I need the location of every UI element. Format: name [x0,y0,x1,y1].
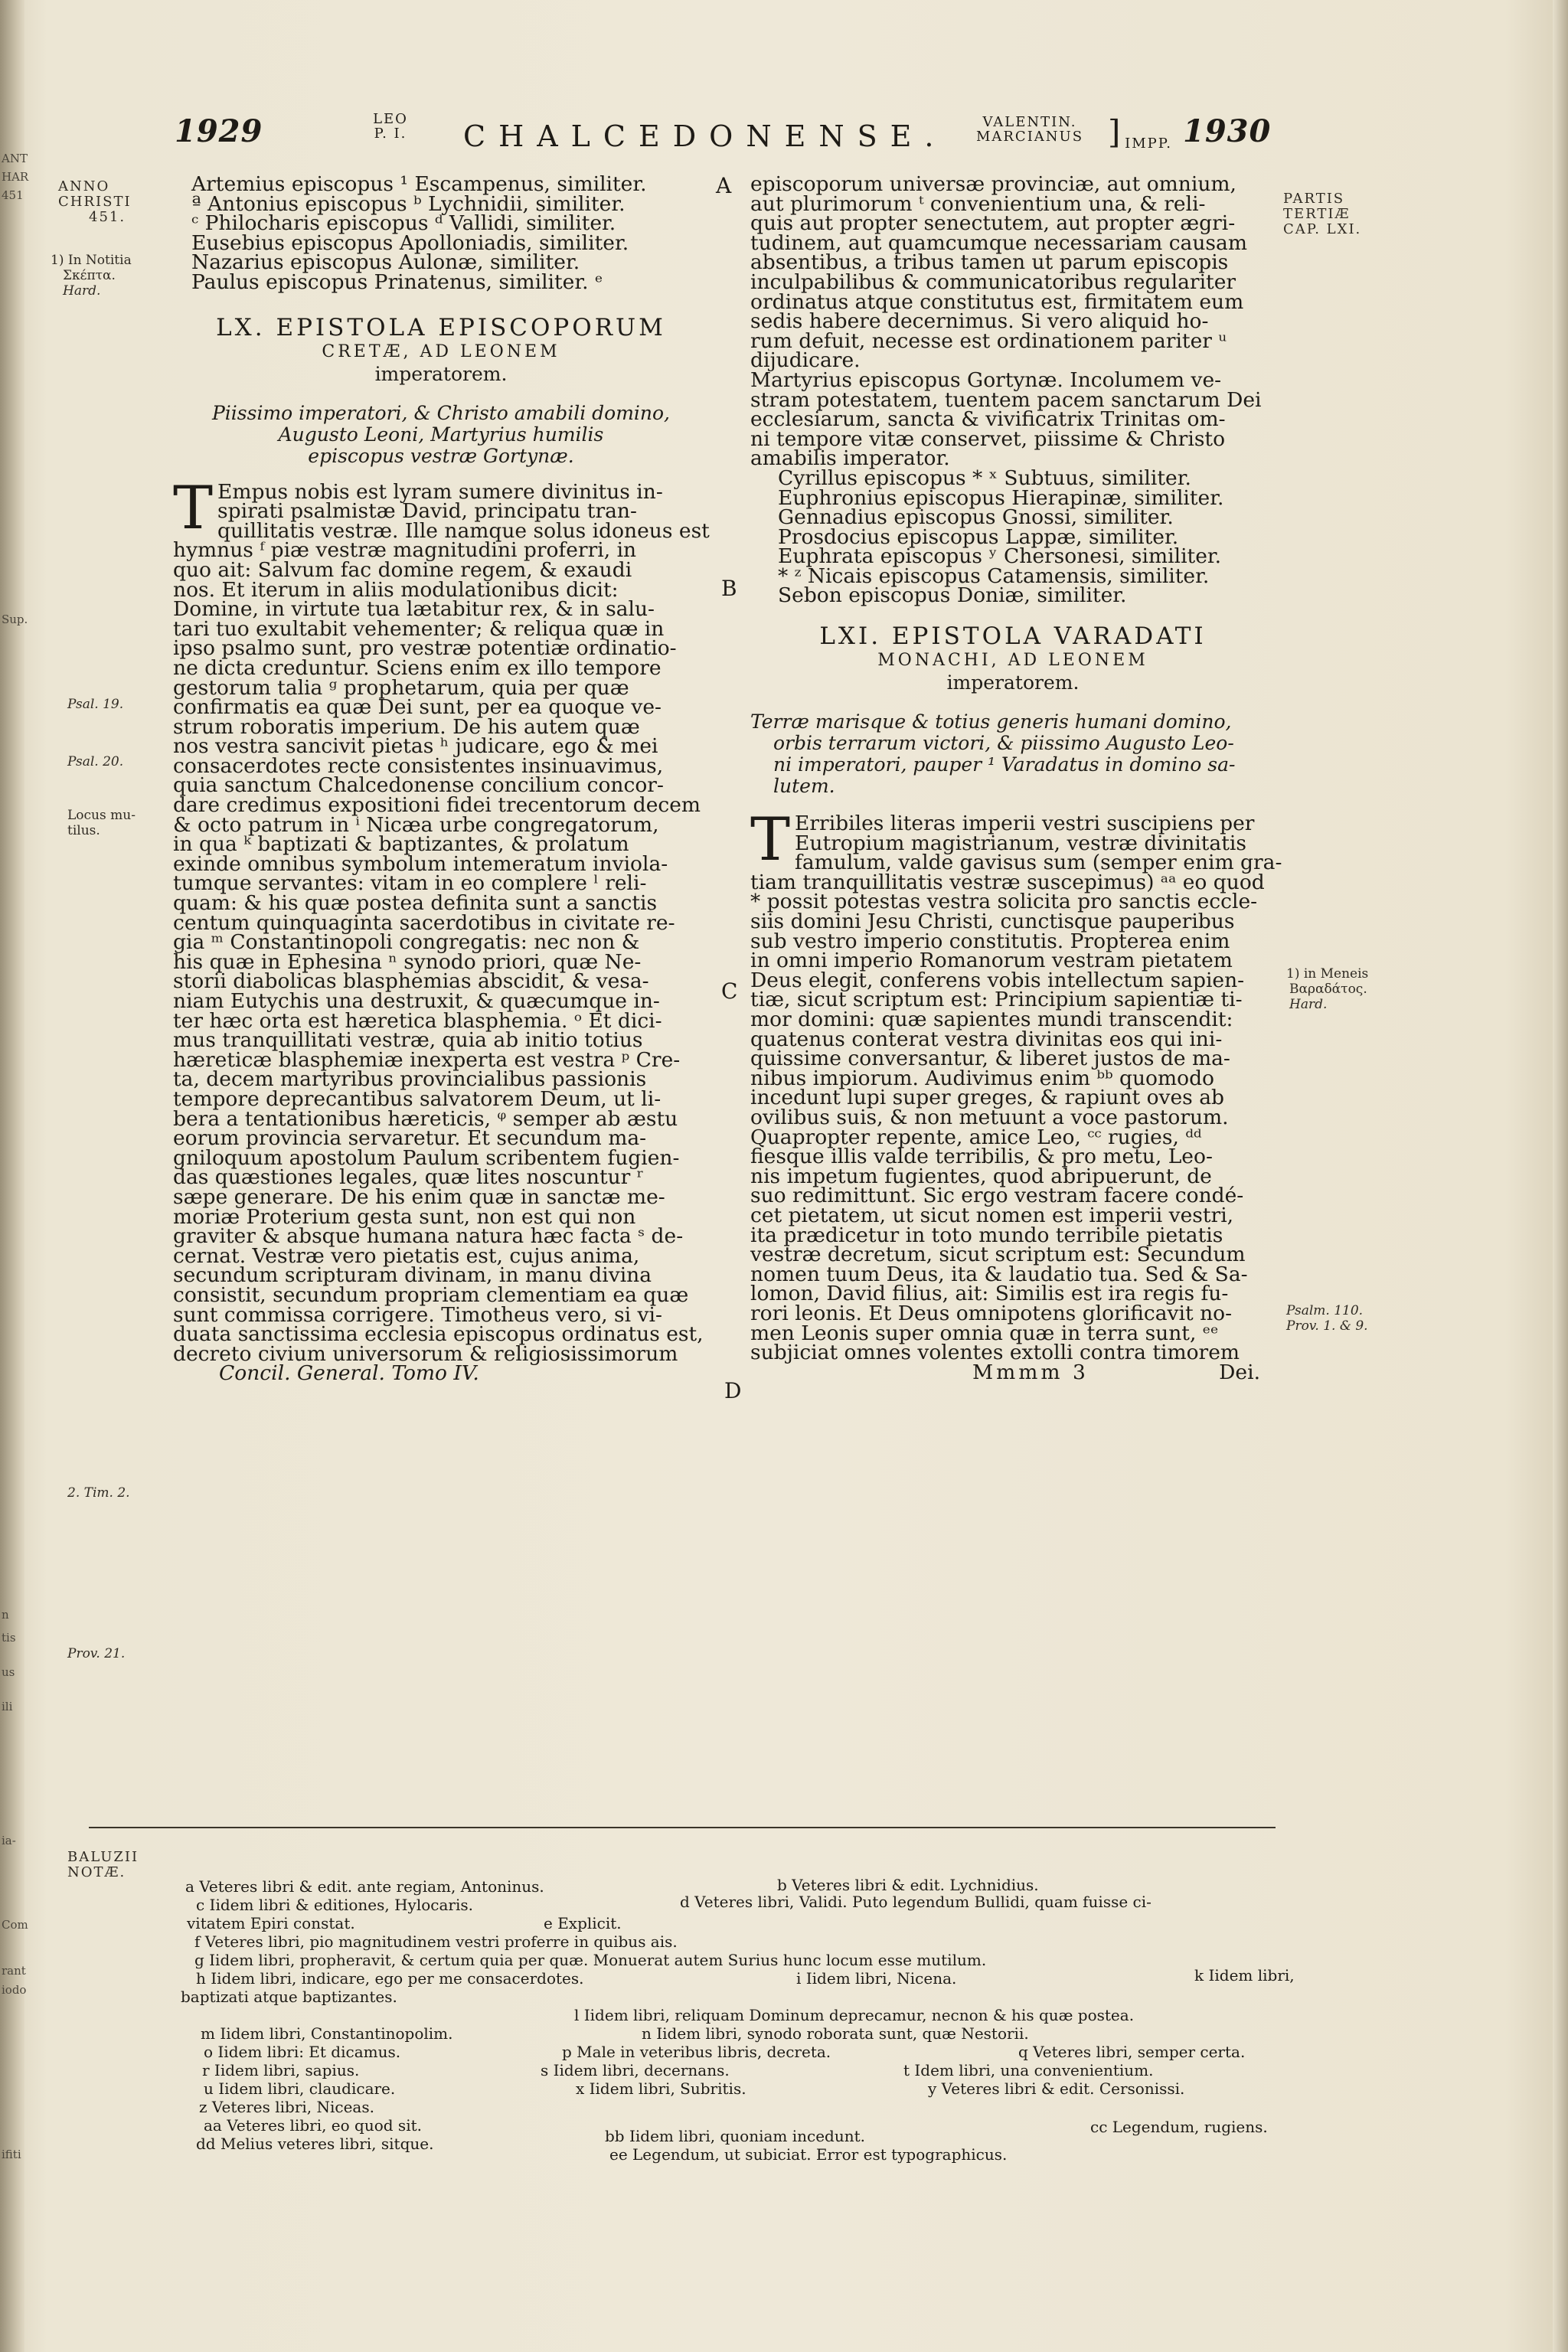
margin-note-line: Locus mu- [67,808,136,823]
margin-ref-psal-20: Psal. 20. [67,754,124,769]
body-line: nos. Et iterum in aliis modulationibus dicit: [173,577,619,602]
note-line: bb Iidem libri, quoniam incedunt. [605,2127,866,2145]
volume-footer: Concil. General. Tomo IV. [219,1361,479,1386]
body-line: hymnus ᶠ piæ vestræ magnitudini proferri, in [173,538,637,563]
margin-note-locus [67,808,136,838]
body-line: rum defuit, necesse est ordinationem pariter ᵘ [750,328,1227,353]
body-line: tiæ, sicut scriptum est: Principium sapientiæ ti- [750,988,1243,1012]
note-line: h Iidem libri, indicare, ego per me consacerdotes. [196,1969,584,1988]
body-line: tempore deprecantibus salvatorem Deum, ut li- [173,1086,662,1111]
body-line: tari tuo exultabit vehementer; & reliqua quæ in [173,616,665,641]
drop-cap: T [750,805,791,875]
body-line: spirati psalmistæ David, principatu tran- [217,499,637,524]
body-line: sunt commissa corrigere. Timotheus vero, si vi- [173,1302,662,1327]
address-block [750,711,1276,797]
partis-line: CAP. LXI. [1283,221,1362,237]
note-line: a Veteres libri & edit. ante regiam, Antoninus. [185,1877,544,1896]
body-line: eorum provincia servaretur. Et secundum ma- [173,1126,647,1151]
notes-label-line: BALUZII [67,1849,139,1865]
page-number-right: 1930 [1183,113,1272,149]
body-line: nomen tuum Deus, ita & laudatio tua. Sed & Sa- [750,1262,1248,1286]
body-line: aut plurimorum ᵗ convenientium una, & reli- [750,191,1206,216]
body-line: hæreticæ blasphemiæ inexperta est vestra ᵖ Cre- [173,1047,681,1072]
note-line: s Iidem libri, decernans. [541,2061,730,2079]
margin-note-meneis [1286,966,1368,1012]
body-line: ecclesiarum, sancta & vivificatrix Trinitas om- [750,407,1226,432]
partis-line: TERTIÆ [1283,206,1351,222]
margin-note-line: Hard. [63,283,101,299]
body-line: ni tempore vitæ conservet, piissime & Christo [750,426,1226,451]
address-line: lutem. [773,775,835,798]
catchword: Dei. [1219,1360,1260,1384]
epistola-subheading: CRETÆ, AD LEONEM [322,341,560,361]
signature-list [750,466,1276,608]
note-line: c Iidem libri & editiones, Hylocaris. [196,1896,473,1914]
left-column [173,172,710,1386]
signature-line: ᶜ Philocharis episcopus ᵈ Vallidi, similiter. [191,211,616,236]
note-line: i Iidem libri, Nicena. [796,1969,957,1988]
body-line: sæpe generare. De his enim quæ in sanctæ me- [173,1184,665,1209]
spine-fragment: iodo [2,1983,27,1997]
body-line: das quæstiones legales, quæ lites noscuntur ʳ [173,1165,644,1190]
body-line: subjiciat omnes volentes extolli contra timorem [750,1341,1240,1365]
body-line: quis aut propter senectutem, aut propter ægri- [750,211,1236,236]
signature-line: * ᶻ Nicais episcopus Catamensis, similiter. [778,564,1210,588]
body-line: confirmatis ea quæ Dei sunt, per ea quoque ve- [173,695,662,720]
note-line: vitatem Epiri constat. [187,1914,355,1932]
body-line: mus tranquillitati vestræ, quia ab initio totius [173,1028,643,1053]
margin-note-line: Βαραδάτος. [1289,982,1367,997]
body-line: siis domini Jesu Christi, cunctisque pauperibus [750,910,1235,934]
signature-line: Prosdocius episcopus Lappæ, similiter. [778,524,1179,549]
body-line: decreto civium universorum & religiosissimorum [173,1341,678,1366]
body-line: exinde omnibus symbolum intemeratum inviola- [173,851,668,876]
body-line: stram potestatem, tuentem pacem sanctarum Dei [750,387,1262,412]
body-line: nos vestra sancivit pietas ʰ judicare, ego & mei [173,734,658,759]
anno-line: ANNO [58,178,110,194]
body-line: ne dicta creduntur. Sciens enim ex illo tempore [173,655,662,680]
body-line: tudinem, aut quamcumque necessariam causam [750,230,1247,255]
spine-fragment: us [2,1665,15,1679]
margin-note-line: 1) in Meneis [1286,966,1369,982]
body-line: consistit, secundum propriam clementiam ea quæ [173,1282,689,1307]
body-line: suo redimittunt. Sic ergo vestram facere condé- [750,1184,1244,1208]
body-line: fiesque illis valde terribilis, & pro metu, Leo- [750,1145,1213,1169]
body-line: strum roboratis imperium. De his autem quæ [173,714,640,739]
body-line: cernat. Vestræ vero pietatis est, cujus anima, [173,1243,640,1268]
body-line: Eutropium magistrianum, vestræ divinitatis [795,831,1246,855]
drop-cap: T [173,473,214,543]
body-line: ta, decem martyribus provincialibus passionis [173,1067,647,1092]
body-line: in omni imperio Romanorum vestram pietatem [750,949,1233,973]
margin-ref-psalm-110 [1286,1303,1368,1334]
body-line: Martyrius episcopus Gortynæ. Incolumem ve- [750,368,1222,392]
body-line: mor domini: quæ sapientes mundi transcendit: [750,1008,1233,1031]
margin-note-notitia [51,253,132,299]
margin-note-line: 1) In Notitia [51,253,132,268]
note-line: m Iidem libri, Constantinopolim. [201,2024,453,2043]
section-letter-b: B [721,576,737,601]
body-line: ordinatus atque constitutus est, firmitatem eum [750,289,1244,314]
body-line: * possit potestas vestra solicita pro sanctis eccle- [750,890,1258,914]
body-line: Deus elegit, conferens vobis intellectum sapien- [750,968,1245,992]
body-line: ovilibus suis, & non metuunt a voce pastorum. [750,1105,1229,1129]
body-line: dijudicare. [750,348,861,373]
margin-note-line: Psalm. 110. [1286,1303,1364,1318]
note-line: r Iidem libri, sapius. [202,2061,360,2079]
header-emperors-line: MARCIANUS [975,129,1084,145]
partis-line: PARTIS [1283,191,1345,207]
margin-note-line: tilus. [67,823,100,838]
margin-ref-proverbs: Prov. 21. [67,1646,126,1661]
note-line: g Iidem libri, propheravit, & certum quia per quæ. Monuerat autem Surius hunc locum esse mutilum. [194,1951,987,1969]
body-line: Quapropter repente, amice Leo, ᶜᶜ rugies, ᵈᵈ [750,1125,1202,1149]
signature-line: ª Antonius episcopus ᵇ Lychnidii, similiter. [191,191,626,216]
body-line: storii diabolicas blasphemias abscidit, & vesa- [173,969,649,994]
header-impp: IMPP. [1125,136,1172,152]
note-line: k Iidem libri, [1194,1966,1295,1984]
note-line: e Explicit. [544,1914,622,1932]
spine-fragment: rant [2,1964,26,1978]
body-line: episcoporum universæ provinciæ, aut omnium, [750,172,1236,196]
page-signature-mark: Mmmm 3 [972,1360,1089,1384]
body-line: Erribiles literas imperii vestri suscipiens per [795,812,1255,836]
body-line: rori leonis. Et Deus omnipotens glorificavit no- [750,1301,1233,1325]
body-line: consacerdotes recte consistentes insinuavimus, [173,753,664,778]
header-leo-line: LEO [373,111,408,127]
address-line: orbis terrarum victori, & piissimo Augusto Leo- [773,732,1234,755]
spine-fragment: tis [2,1631,16,1645]
notes-label-line: NOTÆ. [67,1864,126,1880]
address-block [173,403,709,467]
signature-line: Sebon episcopus Doniæ, similiter. [778,583,1127,608]
section-letter-c: C [721,978,738,1004]
body-line: amabilis imperator. [750,446,950,471]
address-line: episcopus vestræ Gortynæ. [308,444,574,467]
note-line: n Iidem libri, synodo roborata sunt, quæ Nestorii. [642,2024,1029,2043]
body-line: tiam tranquillitatis vestræ suscepimus) ᵃᵃ eo quod [750,870,1265,894]
notes-divider [89,1827,1276,1828]
margin-ref-psal-19: Psal. 19. [67,697,124,712]
page-signature-line [750,1360,1276,1384]
body-line: in qua ᵏ baptizati & baptizantes, & prolatum [173,832,629,857]
note-line: u Iidem libri, claudicare. [204,2079,396,2098]
body-line: gia ᵐ Constantinopoli congregatis: nec non & [173,930,640,955]
note-line: baptizati atque baptizantes. [181,1988,397,2006]
spine-fragment: ANT [2,152,28,165]
address-line: ni imperatori, pauper ¹ Varadatus in domino sa- [773,753,1236,776]
address-line: Piissimo imperatori, & Christo amabili domino, [211,401,671,424]
signature-line: Euphronius episcopus Hierapinæ, similiter. [778,485,1224,510]
signature-line: Euphrata episcopus ʸ Chersonesi, similiter. [778,544,1222,569]
body-line: quillitatis vestræ. Ille namque solus idoneus est [217,518,710,543]
section-letter-a: A [716,173,732,198]
body-line: moriæ Proterium gesta sunt, non est qui non [173,1204,636,1229]
continued-text [750,172,1276,471]
body-line: Empus nobis est lyram sumere divinitus in- [217,479,663,504]
margin-note-line: Prov. 1. & 9. [1286,1318,1368,1334]
header-bracket: ] [1108,113,1121,151]
epistola-heading: LX. EPISTOLA EPISCOPORUM [216,313,666,341]
page-number-left: 1929 [175,113,263,149]
note-line: l Iidem libri, reliquam Dominum deprecamur, necnon & his quæ postea. [574,2006,1135,2024]
header-emperors [953,115,1106,144]
header-leo-line: P. I. [374,126,407,142]
margin-ref-timothy: 2. Tim. 2. [67,1485,130,1501]
note-line: o Iidem libri: Et dicamus. [204,2043,401,2061]
margin-note-line: Hard. [1289,997,1328,1012]
partis-label [1283,191,1361,237]
letter-body [173,473,710,1366]
address-line: Terræ marisque & totius generis humani domino, [750,710,1232,733]
body-line: dare credimus expositioni fidei trecentorum decem [173,793,701,818]
epistola-subheading: MONACHI, AD LEONEM [877,651,1148,671]
body-line: men Leonis super omnia quæ in terra sunt, ᵉᵉ [750,1321,1219,1345]
body-line: quia sanctum Chalcedonense concilium concor- [173,773,664,798]
body-line: ita prædicetur in toto mundo terribile pietatis [750,1223,1223,1247]
epistola-heading: LXI. EPISTOLA VARADATI [819,622,1207,651]
header-leo [368,112,413,141]
body-line: his quæ in Ephesina ⁿ synodo priori, quæ Ne- [173,949,642,974]
note-line: ee Legendum, ut subiciat. Error est typographicus. [609,2145,1008,2164]
anno-label [58,179,132,225]
note-line: z Veteres libri, Niceas. [199,2098,374,2116]
spine-fragment: n [2,1608,9,1622]
previous-page-edge [0,0,29,2352]
body-line: cet pietatem, ut sicut nomen est imperii vestri, [750,1203,1234,1227]
signature-list [173,172,709,294]
letter-body [750,805,1282,1365]
body-line: Domine, in virtute tua lætabitur rex, & in salu- [173,597,655,622]
body-line: secundum scripturam divinam, in manu divina [173,1263,652,1288]
body-line: vestræ decretum, sicut scriptum est: Secundum [750,1243,1246,1267]
note-line: t Idem libri, una convenientium. [903,2061,1154,2079]
body-line: tumque servantes: vitam in eo complere ˡ reli- [173,871,647,896]
note-line: q Veteres libri, semper certa. [1018,2043,1246,2061]
note-line: f Veteres libri, pio magnitudinem vestri proferre in quibus ais. [194,1932,678,1951]
signature-line: Cyrillus episcopus * ˣ Subtuus, similiter. [778,466,1191,490]
body-line: centum quinquaginta sacerdotibus in civitate re- [173,910,675,935]
address-line: Augusto Leoni, Martyrius humilis [278,423,604,446]
note-line: d Veteres libri, Validi. Puto legendum Bullidi, quam fuisse ci- [680,1893,1152,1911]
body-lines [750,805,1282,1365]
header-emperors-line: VALENTIN. [982,114,1077,130]
note-line: aa Veteres libri, eo quod sit. [204,2116,422,2135]
body-line: bera a tentationibus hæreticis, ᵠ semper ab æstu [173,1106,678,1131]
body-line: lomon, David filius, ait: Similis est ira regis fu- [750,1282,1229,1306]
margin-note-line: Σκέπτα. [63,268,116,283]
signature-line: Eusebius episcopus Apolloniadis, similiter. [191,230,629,255]
body-line: inculpabilibus & communicatoribus regulariter [750,270,1236,294]
page-title: CHALCEDONENSE. [463,119,947,153]
spine-fragment: Sup. [2,612,28,626]
note-line: cc Legendum, rugiens. [1090,2118,1268,2136]
epistola-subheading: imperatorem. [946,671,1080,694]
body-line: nibus impiorum. Audivimus enim ᵇᵇ quomodo [750,1066,1214,1090]
body-line: quam: & his quæ postea definita sunt a sanctis [173,891,658,916]
spine-fragment: ia- [2,1834,16,1847]
body-line: graviter & absque humana natura hæc facta ˢ de- [173,1224,684,1249]
spine-fragment: ili [2,1700,13,1713]
note-line: p Male in veteribus libris, decreta. [562,2043,831,2061]
body-line: duata sanctissima ecclesia episcopus ordinatus est, [173,1322,704,1347]
body-line: gniloquum apostolum Paulum scribentem fugien- [173,1145,680,1170]
body-lines [173,473,710,1366]
note-line: b Veteres libri & edit. Lychnidius. [777,1876,1039,1894]
body-line: quo ait: Salvum fac domine regem, & exaudi [173,557,632,582]
note-line: y Veteres libri & edit. Cersonissi. [928,2079,1185,2098]
anno-line: CHRISTI [58,194,132,210]
signature-line: Artemius episcopus ¹ Escampenus, similiter. [191,172,647,196]
body-line: absentibus, a tribus tamen ut parum episcopis [750,250,1229,275]
body-line: ipso psalmo sunt, pro vestræ potentiæ ordinatio- [173,636,677,661]
body-line: gestorum talia ᵍ prophetarum, quia per quæ [173,675,629,700]
body-line: famulum, valde gavisus sum (semper enim gra- [795,851,1282,875]
note-line: dd Melius veteres libri, sitque. [196,2135,434,2153]
body-line: niam Eutychis una destruxit, & quæcumque in- [173,989,660,1013]
body-line: ter hæc orta est hæretica blasphemia. ᵒ Et dici- [173,1008,662,1033]
signature-line: Gennadius episcopus Gnossi, similiter. [778,505,1174,530]
body-line: sedis habere decernimus. Si vero aliquid ho- [750,309,1209,334]
note-line: x Iidem libri, Subritis. [576,2079,746,2098]
spine-fragment: 451 [2,188,24,202]
body-line: incedunt lupi super greges, & rapiunt oves ab [750,1086,1224,1110]
signature-line: Paulus episcopus Prinatenus, similiter. ᵉ [191,270,603,294]
spine-fragment: ifiti [2,2148,21,2161]
body-line: quissime conversantur, & liberet justos de ma- [750,1047,1230,1071]
body-line: & octo patrum in ⁱ Nicæa urbe congregatorum, [173,812,659,837]
body-line: nis impetum fugientes, quod abripuerunt, de [750,1164,1212,1188]
spine-fragment: Com [2,1918,28,1932]
notes-label [67,1850,139,1880]
epistola-subheading: imperatorem. [374,362,508,385]
spine-fragment: HAR [2,170,29,184]
signature-line: Nazarius episcopus Aulonæ, similiter. [191,250,580,275]
body-line: quatenus conterat vestra divinitas eos qui ini- [750,1027,1223,1051]
page-edge-right [1553,0,1568,2352]
body-line: sub vestro imperio constitutis. Propterea enim [750,929,1230,953]
right-column [750,172,1282,1384]
section-letter-d: D [724,1378,742,1403]
anno-year: 451. [89,209,126,225]
